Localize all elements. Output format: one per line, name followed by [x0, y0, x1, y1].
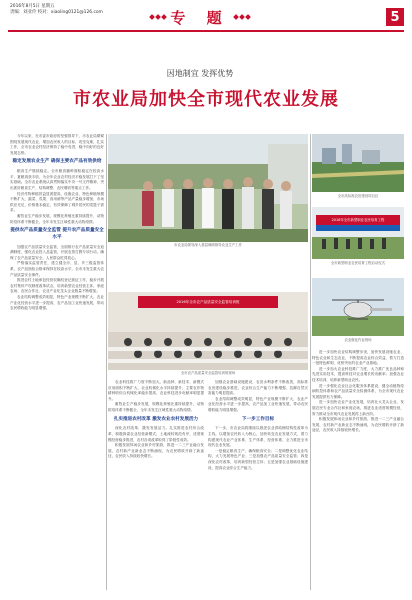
paragraph: 积极发展休闲农业和乡村旅游，推进一二三产业融合发展，农村新产业新业态不断涌现，为农民增收开辟了新途径，农民收入持续较快增长。 — [108, 443, 204, 459]
date-line: 2016年8月5日 星期五 — [10, 4, 55, 9]
article-column-2 — [108, 380, 204, 590]
helicopter-illustration — [312, 278, 404, 336]
page-number: 5 — [386, 8, 404, 26]
column-divider — [106, 134, 107, 590]
editor-line: 责编：刘亚伶 校对：xiaoling0121@126.com — [10, 10, 103, 15]
paragraph: 加强农业基础设施建设，农田水利条件不断改善，高标准农田建设稳步推进，农业综合生产能力不断增强，抗御自然灾害能力明显提高。 — [208, 380, 308, 396]
masthead-info — [10, 4, 160, 16]
paragraph: 推进农村土地承包经营权确权登记颁证工作，稳步开展农村集体产权制度改革试点，培育新型农业经营主体，家庭农场、农民合作社、农业产业化龙头企业数量不断增加。 — [10, 278, 104, 294]
column-divider — [310, 134, 311, 590]
article-column-3 — [208, 380, 308, 590]
ceremony-illustration — [312, 207, 404, 259]
ceremony-caption: 全市新型职业农民培育工程启动仪式 — [330, 261, 386, 265]
field-inspection-photo — [108, 134, 308, 242]
header-rule — [8, 30, 404, 32]
paragraph: 农业科技推广力度不断加大，新品种、新技术、新模式应用面积不断扩大，农业机械化水平持续提升，主要农作物耕种收综合机械化率稳步提高，农业科技进步贡献率明显提升。 — [108, 380, 204, 401]
right-diamond-ornament — [234, 15, 250, 19]
subhead-next-steps: 下一步工作目标 — [241, 416, 275, 422]
subhead-rural-reform: 扎实推进农村改革 激发农业农村发展活力 — [113, 416, 199, 422]
section-banner — [140, 8, 260, 26]
paragraph: 今年以来，在市委市政府的坚强领导下，市农业局紧紧围绕发展现代农业、增加农民收入的目标，攻坚克难，扎实工作，全市农业农村经济保持了稳中有进、稳中向好的良好发展态势。 — [10, 134, 104, 155]
paragraph: 畜牧业生产稳步发展，规模化养殖比重持续提升，动物防疫体系不断健全，全年未发生区域性重大动物疫情。 — [10, 213, 104, 224]
ceremony-banner-text: 2016年全市新型职业农民培育工程 — [331, 218, 385, 222]
subhead-quality-safety: 提供农产品质量安全监管 提升农产品质量安全水平 — [10, 228, 104, 240]
paragraph: 一是稳定粮食生产，确保粮食安全；二是调整优化农业结构，大力发展特色产业；三是加强农产品质量安全监管；四是深化农村改革，培育新型经营主体；五是加强农业基础设施建设，提高农业综合生产能力。 — [208, 448, 308, 470]
article-column-1 — [10, 134, 104, 590]
inspection-caption: 市农业局领导深入基层调研指导农业生产工作 — [174, 243, 242, 247]
paragraph: 农业结构调整成效明显，特色产业规模不断扩大，农业产业化经营水平进一步提高，农产品加工业快速发展，带动农民增收能力明显增强。 — [208, 396, 308, 412]
aerial-caption: 全市高标准农田建设项目区 — [337, 194, 379, 198]
paragraph: 畜牧业生产稳步发展，规模化养殖比重持续提升，动物防疫体系不断健全，全年未发生区域性重大动物疫情。 — [108, 402, 204, 412]
paragraph: 深化农村改革，激发发展活力。扎实推进农村综合改革，积极探索农业经营新模式，土地流转规范有序，适度规模经营稳步推进，农村各项改革取得了阶段性成效。 — [108, 426, 204, 442]
kicker: 因地制宜 发挥优势 — [166, 69, 234, 78]
inspection-illustration — [108, 134, 308, 242]
aerial-illustration — [312, 134, 404, 192]
helicopter-photo — [312, 278, 404, 336]
page-headline: 市农业局加快全市现代农业发展 — [73, 89, 339, 110]
article-column-4 — [312, 350, 404, 590]
paragraph: 加强农产品质量安全监管，全面推行农产品质量安全追溯制度，强化农业投入品监管，开展农资打假专项行动，确保了农产品质量安全，人民群众吃得放心。 — [10, 244, 104, 260]
paragraph: 积极发展休闲农业和乡村旅游，推进一二三产业融合发展，农村新产业新业态不断涌现，为农民增收开辟了新途径，农民收入持续较快增长。 — [312, 417, 404, 433]
paragraph: 下一步，市农业局将继续以推进农业供给侧结构性改革为主线，以增加农民收入为核心，加快转变农业发展方式，着力构建现代农业产业体系、生产体系、经营体系，全力推进全市现代农业发展。 — [208, 426, 308, 448]
paragraph: 农业结构调整成效明显，特色产业规模不断扩大，农业产业化经营水平进一步提高，农产品加工业快速发展，带动农民增收能力明显增强。 — [10, 295, 104, 311]
section-title: 专 题 — [170, 8, 230, 27]
aerial-farmland-photo — [312, 134, 404, 192]
paragraph: 进一步加大农业科技推广力度，大力推广优良品种和先进实用技术，提高科技对农业增长的贡献率；加强农业技术培训，培养新型职业农民。 — [312, 366, 404, 382]
training-caption: 全市农产品质量安全监管培训班现场 — [180, 371, 236, 375]
paragraph: 进一步加快农业产业化发展，培育壮大龙头企业，发展农民专业合作社和家庭农场，推进农业适度规模经营，努力推动全市现代农业发展再上新台阶。 — [312, 400, 404, 416]
paragraph: 进一步加快农业结构调整步伐，加快发展设施农业、特色农业和生态农业，不断提高农业综合效益，着力打造一批特色鲜明、优势突出的农业产业基地。 — [312, 350, 404, 366]
paragraph: 进一步强化农业社会化服务体系建设，健全动植物疫病防控体系和农产品质量安全检测体系，为全市现代农业发展提供有力保障。 — [312, 383, 404, 399]
paragraph: 严格落实监管责任，建立健全市、县、乡三级监管体系，农产品抽检合格率保持在较高水平，全市未发生重大农产品质量安全事件。 — [10, 261, 104, 277]
helicopter-caption: 农业航化作业现场 — [344, 338, 372, 342]
subhead-stable-production: 稳定发展农业生产 确保主要农产品有效供给 — [12, 159, 102, 165]
paragraph: 粮食生产继续稳定。全市粮食播种面积稳定在较高水平，夏粮再获丰收，为全年农业农村经济平稳发展打下了坚实基础。全市农业系统认真贯彻落实中央一号文件精神，突出抓好粮食生产、结构调整、农民增收等重点工作。 — [10, 169, 104, 190]
ceremony-photo — [312, 207, 404, 259]
training-banner-text: 2016年全市农产品质量安全监管培训班 — [176, 300, 240, 304]
left-diamond-ornament — [150, 15, 166, 19]
training-photo — [108, 292, 308, 370]
paragraph: 经济作物种植效益显著提高，设施农业、特色种植规模不断扩大，蔬菜、瓜果、食用菌等产品产量稳步增加，市场供应充足，价格基本稳定，有效保障了城乡居民的菜篮子需求。 — [10, 191, 104, 213]
